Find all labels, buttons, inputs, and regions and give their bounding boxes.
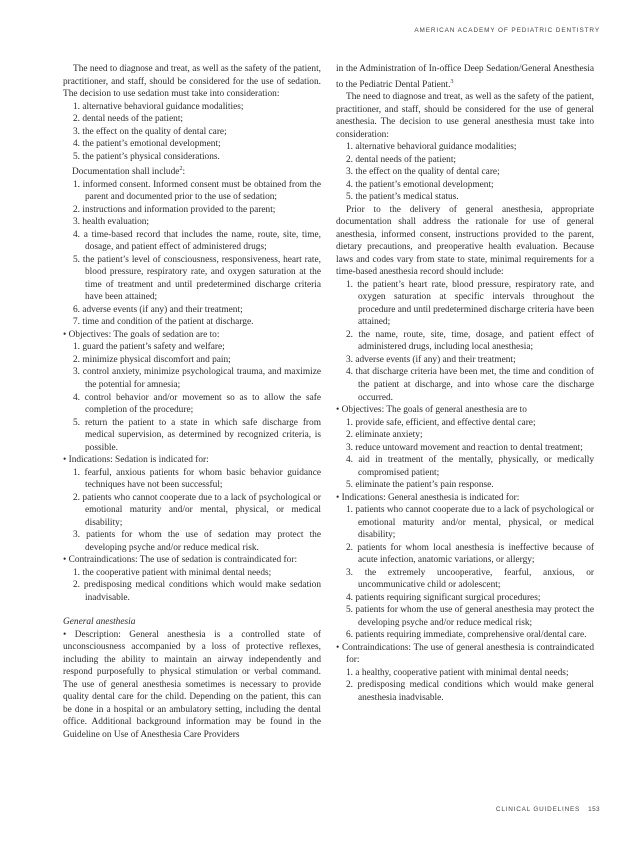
running-footer	[496, 806, 600, 813]
list-item: 5. eliminate the patient’s pain response.	[346, 480, 494, 491]
list-item: 7. time and condition of the patient at discharge.	[73, 317, 254, 328]
list-item: 2. dental needs of the patient;	[346, 154, 457, 165]
ga-indications-heading: • Indications: General anesthesia is indicated for:	[336, 492, 520, 503]
left-column	[63, 63, 321, 741]
list-item: 4. that discharge criteria have been met, the time and condition of the patient at discharge, and into whose care the discharge occurred.	[346, 367, 594, 403]
list-item: 2. predisposing medical conditions which would make sedation inadvisable.	[73, 580, 321, 603]
list-item: 1. alternative behavioral guidance modalities;	[346, 142, 517, 153]
list-item: 4. control behavior and/or movement so as to allow the safe completion of the procedure;	[73, 392, 321, 416]
ga-objectives-heading: • Objectives: The goals of general anesthesia are to	[336, 405, 527, 416]
ga-indications-list	[336, 504, 594, 642]
list-item: 2. dental needs of the patient;	[73, 114, 184, 125]
documentation-intro: Documentation shall include$^2$:	[72, 166, 186, 178]
list-item: 2. instructions and information provided to the parent;	[73, 204, 276, 215]
continuation-paragraph: in the Administration of In-office Deep Sedation/General Anesthesia to the Pediatric Dental Patient.$^3$	[336, 64, 594, 90]
list-item: 3. patients for whom the use of sedation may protect the developing psyche and/or reduce medical risk.	[73, 530, 321, 553]
list-item: 4. patients requiring significant surgical procedures;	[346, 592, 541, 603]
list-item: 1. provide safe, efficient, and effective dental care;	[346, 417, 536, 428]
sedation-indications-list	[63, 467, 321, 555]
list-item: 2. patients for whom local anesthesia is ineffective because of acute infection, anatomic variations, or allergy;	[346, 542, 594, 566]
list-item: 1. the cooperative patient with minimal dental needs;	[73, 567, 272, 578]
list-item: 3. control anxiety, minimize psychological trauma, and maximize the potential for amnesia;	[73, 367, 321, 390]
ga-intro-paragraph: The need to diagnose and treat, as well as the safety of the patient, practitioner, and staff, should be considered for the use of general anesthesia. The decision to use general anesthesia must take into consideration:	[336, 92, 594, 140]
sedation-contraindications-list	[63, 567, 321, 605]
list-item: 2. predisposing medical conditions which would make general anesthesia inadvisable.	[346, 680, 594, 703]
ga-record-list	[336, 279, 594, 404]
list-item: 1. the patient’s heart rate, blood pressure, respiratory rate, and oxygen saturation at specific intervals throughout the procedure and until predetermined discharge criteria have been attained;	[346, 279, 594, 328]
list-item: 3. the effect on the quality of dental care;	[346, 167, 500, 178]
list-item: 3. health evaluation;	[73, 217, 150, 228]
list-item: 2. the name, route, site, time, dosage, and patient effect of administered drugs, including local anesthesia;	[346, 329, 594, 353]
general-anesthesia-subheading: General anesthesia	[63, 617, 136, 628]
list-item: 4. the patient’s emotional development;	[73, 139, 221, 150]
footer-label: CLINICAL GUIDELINES	[495, 806, 581, 813]
sedation-considerations-list	[63, 101, 321, 164]
list-item: 4. aid in treatment of the mentally, physically, or medically compromised patient;	[346, 455, 594, 478]
list-item: 6. adverse events (if any) and their treatment;	[73, 304, 243, 315]
list-item: 4. the patient’s emotional development;	[346, 179, 494, 190]
list-item: 3. reduce untoward movement and reaction to dental treatment;	[346, 442, 583, 453]
list-item: 5. the patient’s level of consciousness, responsiveness, heart rate, blood pressure, respiratory rate, and oxygen saturation at the time of treatment and until predetermined discharge criteria have been attained;	[73, 254, 321, 303]
list-item: 2. eliminate anxiety;	[346, 430, 423, 441]
list-item: 1. informed consent. Informed consent must be obtained from the parent and documented prior to the use of sedation;	[73, 179, 321, 203]
ga-considerations-list	[336, 141, 594, 204]
list-item: 1. a healthy, cooperative patient with minimal dental needs;	[346, 667, 569, 678]
running-header: AMERICAN ACADEMY OF PEDIATRIC DENTISTRY	[414, 27, 600, 34]
list-item: 3. the extremely uncooperative, fearful, anxious, or uncommunicative child or adolescent;	[346, 567, 594, 591]
list-item: 3. adverse events (if any) and their treatment;	[346, 354, 516, 365]
sedation-objectives-list	[63, 341, 321, 454]
list-item: 1. patients who cannot cooperate due to a lack of psychological or emotional maturity and/or mental, physical, or medical disability;	[346, 505, 594, 541]
list-item: 5. patients for whom the use of general anesthesia may protect the developing psyche and/or reduce medical risk;	[346, 605, 594, 628]
sedation-contraindications-heading: • Contraindications: The use of sedation is contraindicated for:	[63, 555, 298, 566]
list-item: 2. patients who cannot cooperate due to a lack of psychological or emotional maturity and/or mental, physical, or medical disability;	[73, 492, 321, 528]
right-column	[336, 63, 594, 704]
sedation-intro-paragraph: The need to diagnose and treat, as well as the safety of the patient, practitioner, and staff, should be considered for the use of sedation. The decision to use sedation must take into consideration:	[63, 64, 321, 100]
list-item: 5. the patient’s physical considerations.	[73, 151, 220, 162]
list-item: 6. patients requiring immediate, comprehensive oral/dental care.	[346, 630, 587, 641]
list-item: 5. the patient’s medical status.	[346, 192, 459, 203]
list-item: 4. a time-based record that includes the name, route, site, time, dosage, and patient effect of administered drugs;	[73, 229, 321, 253]
sedation-objectives-heading: • Objectives: The goals of sedation are to:	[63, 329, 220, 340]
list-item: 3. the effect on the quality of dental care;	[73, 126, 227, 137]
ga-contraindications-list	[336, 667, 594, 705]
list-item: 1. fearful, anxious patients for whom basic behavior guidance techniques have not been successful;	[73, 467, 321, 491]
list-item: 1. guard the patient’s safety and welfare;	[73, 342, 225, 353]
ga-objectives-list	[336, 417, 594, 492]
ga-prior-paragraph: Prior to the delivery of general anesthesia, appropriate documentation shall address the rationale for use of general anesthesia, informed consent, instructions provided to the parent, dietary precautions, and preoperative health evaluation. Because laws and codes vary from state to state, minimal requirements for a time-based anesthesia record should include:	[336, 204, 594, 278]
page-number: 153	[588, 806, 600, 813]
documentation-list	[63, 179, 321, 329]
ga-contraindications-heading: • Contraindications: The use of general anesthesia is contraindicated for:	[336, 642, 594, 666]
list-item: 2. minimize physical discomfort and pain;	[73, 354, 231, 365]
general-anesthesia-description: • Description: General anesthesia is a controlled state of unconsciousness accompanied by a loss of protective reflexes, including the ability to maintain an airway independently and respond purposefully to physical stimulation or verbal command. The use of general anesthesia sometimes is necessary to provide quality dental care for the child. Depending on the patient, this can be done in a hospital or an ambulatory setting, including the dental office. Additional background information may be found in the Guideline on Use of Anesthesia Care Providers	[63, 629, 321, 740]
sedation-indications-heading: • Indications: Sedation is indicated for:	[63, 455, 209, 466]
list-item: 5. return the patient to a state in which safe discharge from medical supervision, as determined by recognized criteria, is possible.	[73, 417, 321, 453]
list-item: 1. alternative behavioral guidance modalities;	[73, 101, 244, 112]
